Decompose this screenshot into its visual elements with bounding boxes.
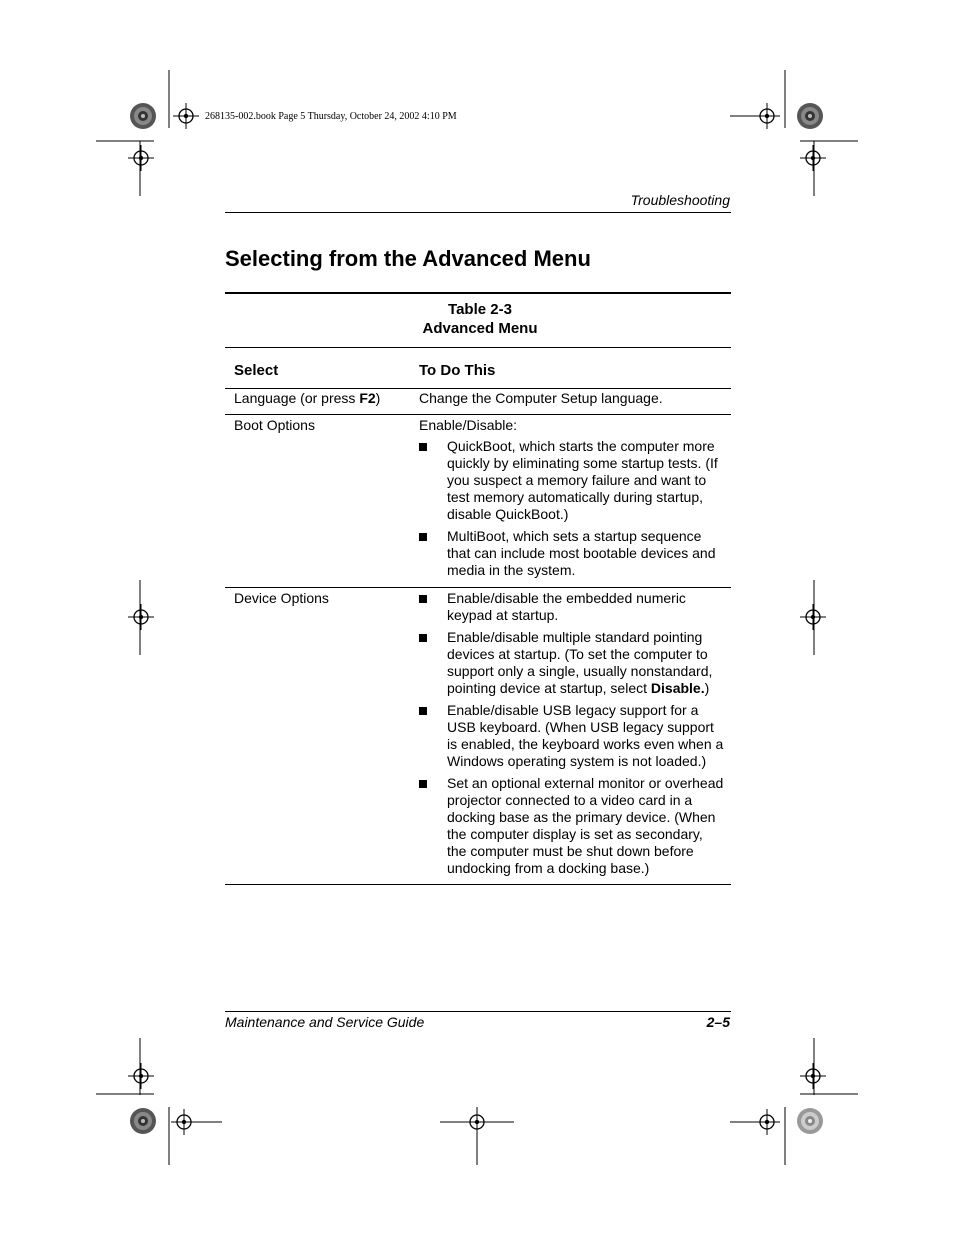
table-top-rule [225, 292, 731, 294]
running-head: Troubleshooting [630, 192, 730, 208]
rosette-mark-top-left [130, 103, 156, 129]
rosette-mark-top-right [797, 103, 823, 129]
page-number: 2–5 [706, 1014, 730, 1030]
enable-disable-intro: Enable/Disable: [419, 417, 518, 433]
list-item-text: QuickBoot, which starts the computer more quickly by eliminating some startup tests. (If you suspect a memory failure and want to test memory automatically during startup, disable QuickBoot.) [447, 438, 718, 522]
square-bullet-icon [419, 443, 427, 451]
list-item-text: Enable/disable USB legacy support for a USB keyboard. (When USB legacy support is enabled, the keyboard works even when a Windows operating system is not loaded.) [447, 702, 724, 769]
rosette-mark-bottom-right [797, 1108, 823, 1134]
registration-target [754, 1109, 780, 1135]
registration-target [128, 145, 154, 171]
registration-target [128, 604, 154, 630]
list-item [419, 702, 724, 770]
registration-target [800, 604, 826, 630]
row-language-select [234, 390, 380, 407]
print-info-slug: 268135-002.book Page 5 Thursday, October 24, 2002 4:10 PM [205, 111, 457, 122]
caption-rule [225, 347, 731, 348]
registration-target [800, 1063, 826, 1089]
table-title: Advanced Menu [422, 320, 538, 337]
table-caption [225, 300, 731, 338]
select-text-end: ) [375, 390, 381, 406]
list-item-text: Enable/disable the embedded numeric keypad at startup. [447, 590, 686, 623]
registration-target [128, 1063, 154, 1089]
row-device-options-todo [419, 590, 724, 882]
square-bullet-icon [419, 595, 427, 603]
header-row-rule [225, 388, 731, 389]
boot-options-list [419, 438, 724, 579]
table-number: Table 2-3 [448, 301, 512, 318]
square-bullet-icon [419, 634, 427, 642]
footer-book-title: Maintenance and Service Guide [225, 1014, 425, 1030]
table-bottom-rule [225, 884, 731, 885]
list-item-text: Enable/disable multiple standard pointing devices at startup. (To set the computer to support only a single, usually nonstandard, pointing device at startup, select [447, 629, 713, 696]
list-item-text: MultiBoot, which sets a startup sequence that can include most bootable devices and media in the system. [447, 528, 716, 578]
footer-rule [225, 1011, 731, 1012]
list-item [419, 590, 724, 624]
row-rule [225, 587, 731, 588]
page-title: Selecting from the Advanced Menu [225, 246, 591, 271]
list-item-text: Set an optional external monitor or overhead projector connected to a video card in a docking base as the primary device. (When the computer display is set as secondary, the computer must be shut down before undocking from a docking base.) [447, 775, 724, 876]
square-bullet-icon [419, 707, 427, 715]
select-text: Language (or press [234, 390, 360, 406]
registration-target [800, 145, 826, 171]
list-item [419, 629, 724, 697]
key-f2: F2 [359, 390, 376, 406]
row-language-todo: Change the Computer Setup language. [419, 390, 663, 406]
row-boot-options-select: Boot Options [234, 417, 315, 433]
list-item [419, 775, 724, 877]
list-item [419, 528, 724, 579]
registration-target [754, 103, 780, 129]
list-item [419, 438, 724, 523]
square-bullet-icon [419, 780, 427, 788]
column-header-select: Select [234, 362, 279, 379]
registration-target [173, 103, 199, 129]
row-device-options-select: Device Options [234, 590, 329, 606]
device-options-list [419, 590, 724, 877]
square-bullet-icon [419, 533, 427, 541]
rosette-mark-bottom-left [130, 1108, 156, 1134]
list-item-text-end: ) [704, 680, 710, 696]
disable-option-label: Disable. [650, 680, 705, 696]
header-rule [225, 212, 731, 213]
row-rule [225, 414, 731, 415]
row-boot-options-todo [419, 417, 724, 584]
registration-target [171, 1109, 197, 1135]
column-header-todo: To Do This [419, 362, 496, 379]
